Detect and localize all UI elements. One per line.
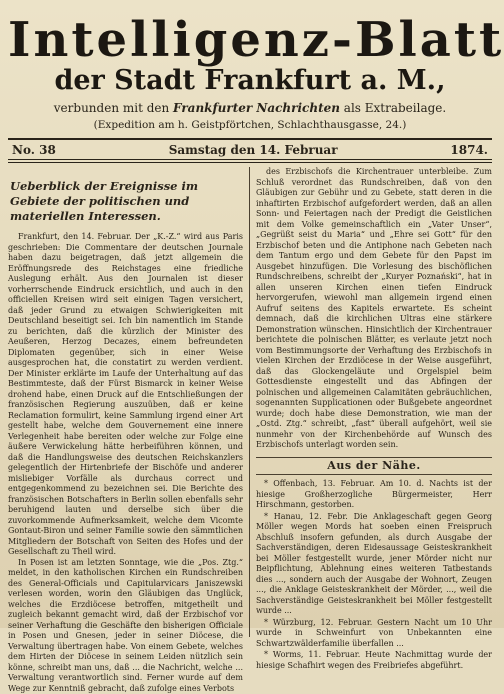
left-column [8,167,250,637]
news-entry: * Offenbach, 13. Februar. Am 10. d. Nachts ist der hiesige Großherzogliche Bürgermeister, Herr Hirschmann, gestorben. [256,479,492,511]
article-paragraph: In Posen ist am letzten Sonntage, wie die „Pos. Ztg.“ meldet, in den katholischen Kirchen ein Rundschreiben des General-Officials und Capitularvicars Janiszewski verlesen worden, worin den Gläubigen das Unglück, welches die Erzdiöcese betroffen, mitgetheilt und zugleich bekannt gemacht wird, daß der Erzbischof vor seiner Verhaftung die Geschäfte den bisherigen Officiale in Posen und Gnesen, jeder in seiner Diöcese, die Verwaltung übertragen habe. Von einem Gebete, welches dem Hirten der Diöcese in seinem Leiden nützlich sein könne, schreibt man uns, daß ... die Nachricht, welche ... Verwaltung verantwortlich sind. Ferner wurde auf dem Wege zur Kenntniß gebracht, daß zufolge eines Verbots [8,558,243,694]
masthead-rule [8,162,492,163]
issue-date: Samstag den 14. Februar [169,143,338,157]
right-column [250,167,492,637]
masthead-affiliation [8,100,492,116]
issue-date-bar [8,138,492,160]
masthead-subtitle: der Stadt Frankfurt a. M., [8,66,492,96]
affiliation-paper-name: Frankfurter Nachrichten [173,101,340,115]
masthead-title: Intelligenz-Blatt [8,14,492,66]
news-entry: * Worms, 11. Februar. Heute Nachmittag wurde der hiesige Schafhirt wegen des Freibriefes abgeführt. [256,650,492,671]
article-paragraph: des Erzbischofs die Kirchentrauer unterbleibe. Zum Schluß verordnet das Rundschreiben, daß von den Gläubigen zur Gebühr und zu Gebete, statt deren in die inhaftirten Erzbischof aufgefordert werden, daß an allen Sonn- und Feiertagen nach der Predigt die Geistlichen mit dem Volke gemeinschaftlich ein „Vater Unser“, „Gegrüßt seist du Maria“ und „Ehre sei Gott“ für den Erzbischof beten und die Antiphone nach Gebeten nach dem Tantum ergo und dem Gebete für den Papst im Ausgebet hinzufügen. Die Vorlesung des bischöflichen Rundschreibens, schreibt der „Kuryer Poznański“, hat in allen unseren Kirchen einen tiefen Eindruck hervorgerufen, wiewohl man allgemein irgend einen Aufruf seitens des Kapitels erwartete. Es scheint demnach, daß die kirchlichen Ultras eine stärkere Demonstration wünschen. Hinsichtlich der Kirchentrauer berichtete die polnischen Blätter, es verlaute jetzt noch vom Bestimmungsorte der Verhaftung des Erzbischofs in vielen Kirchen der Erzdiöcese in der Weise ausgeführt, daß das Glockengeläute und Orgelspiel beim Gottesdienste eingestellt und das Abfingen der polnischen und allgemeinen Calamitäten gebräuchlichen, sogenannten Supplicationen oder Bußgebete angeordnet wurde; doch habe diese Demonstration, wie man der „Ostd. Ztg.“ schreibt, „fast“ überall aufgehört, weil sie nunmehr von der Kirchenbehörde auf Wunsch des Erzbischofs unterlagt worden sein. [256,167,492,451]
issue-number: No. 38 [12,143,56,157]
article-paragraph: Frankfurt, den 14. Februar. Der „K.-Z.“ wird aus Paris geschrieben: Die Commentare der deutschen Journale haben dazu beigetragen, daß jetzt allgemein die Eröffnungsrede des Reichstages eine friedliche Auslegung erhält. Aus den Journalen ist dieser vorherrschende Eindruck ersichtlich, und auch in den officiellen Kreisen wird seit einigen Tagen versichert, daß jeder Grund zu etwaigen Schwierigkeiten mit Deutschland beseitigt sei. Ich bin namentlich im Stande zu berichten, daß die kürzlich der Minister des Aeußeren, Herzog Decazes, einem befreundeten Diplomaten gegenüber, sich in einer Weise ausgesprochen hat, die constatirt zu werden verdient. Der Minister erklärte im Laufe der Unterhaltung auf das Bestimmteste, daß der Fürst Bismarck in keiner Weise drohend habe, einen Druck auf die Entschließungen der französischen Regierung auszuüben, daß er keine Reclamation formulirt, keine Sammlung irgend einer Art gestellt habe, welche dem Gouvernement eine innere Verlegenheit habe bereiten oder welche zur Folge eine äußere Verwickelung hätte herbeiführen können, und daß die Handlungsweise des deutschen Reichskanzlers gelegentlich der Hirtenbriefe der Bischöfe und anderer misliebiger Vorfälle als durchaus correct und entgegenkommend zu bezeichnen sei. Die Berichte des französischen Botschafters in Berlin sollen ebenfalls sehr beruhigend lauten und derselbe sich über die zuvorkommende Aufmerksamkeit, welche dem Vicomte Gontaut-Biron und seiner Familie sowie den sämmtlichen Mitgliedern der Botschaft von Seiten des Hofes und der Gesellschaft zu Theil wird. [8,232,243,558]
news-entry: * Hanau, 12. Febr. Die Anklageschaft gegen Georg Möller wegen Mords hat soeben einen Freispruch Abschluß insofern gefunden, als durch Ausgabe der Sachverständigen, deren Eidesaussage Geisteskrankheit bei Möller festgestellt wurde, jener Mörder nicht nur Beipflichtung, Ablehnung eines weiteren Tatbestands dies ..., sondern auch der Ausgabe der Wohnort, Zeugen ..., die Anklage Geisteskrankheit der Mörder, ..., weil die Sachverständige Geisteskrankheit bei Möller festgestellt wurde ... [256,512,492,617]
article-headline: Ueberblick der Ereignisse im Gebiete der politischen und materiellen Interessen. [10,179,243,224]
affiliation-post: als Extrabeilage. [340,101,446,115]
article-columns [8,167,492,637]
affiliation-pre: verbunden mit den [54,101,173,115]
masthead [8,14,492,132]
issue-year: 1874. [450,143,488,157]
section-title: Aus der Nähe. [256,457,492,476]
masthead-expedition: (Expedition am h. Geistpförtchen, Schlachthausgasse, 24.) [8,118,492,132]
news-entry: * Würzburg, 12. Februar. Gestern Nacht um 10 Uhr wurde in Schweinfurt von Unbekannten eine Schwartzwälderfamilie überfallen ... [256,618,492,650]
